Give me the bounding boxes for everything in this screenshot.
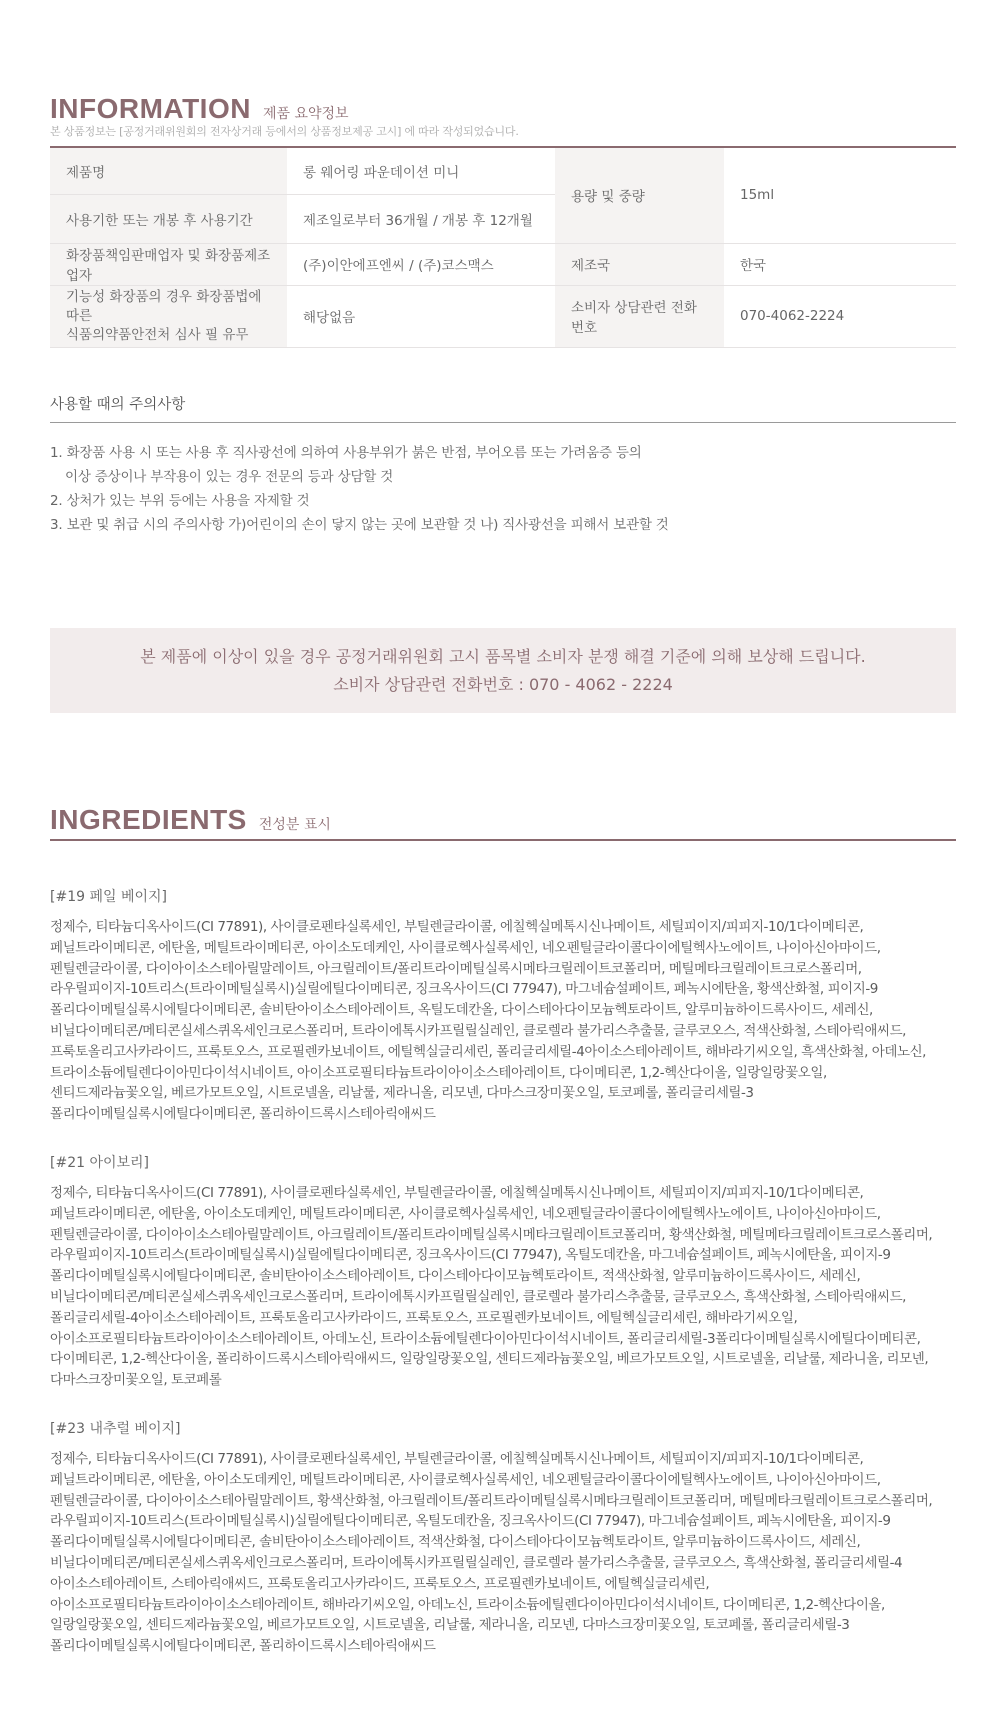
ingredients-divider bbox=[50, 839, 956, 841]
ingredient-line: 정제수, 티타늄디옥사이드(CI 77891), 사이클로펜타실록세인, 부틸렌글라이콜, 에칠헥실메톡시신나메이트, 세틸피이지/피피지-10/1다이메티콘, bbox=[50, 1451, 864, 1467]
shade-block-21 bbox=[50, 1152, 970, 1391]
notice-line2: 소비자 상담관련 전화번호 : 070 - 4062 - 2224 bbox=[333, 674, 673, 694]
information-header bbox=[50, 93, 349, 125]
functional-value: 해당없음 bbox=[287, 285, 555, 347]
expiry-label: 사용기한 또는 개봉 후 사용기간 bbox=[50, 194, 287, 243]
ingredient-line: 트라이소듐에틸렌다이아민다이석시네이트, 아이소프로필티타늄트라이아이소스테아레이트, 다이메티콘, 1,2-헥산다이올, 일랑일랑꽃오일, bbox=[50, 1064, 827, 1081]
information-note: 본 상품정보는 [공정거래위원회의 전자상거래 등에서의 상품정보제공 고시] 에 따라 작성되었습니다. bbox=[50, 125, 519, 138]
ingredient-line: 정제수, 티타늄디옥사이드(CI 77891), 사이클로펜타실록세인, 부틸렌글라이콜, 에칠헥실메톡시신나메이트, 세틸피이지/피피지-10/1다이메티콘, bbox=[50, 1185, 864, 1201]
ingredient-line: 라우릴피이지-10트리스(트라이메틸실록시)실릴에틸다이메티콘, 징크옥사이드(CI 77947), 마그네슘설페이트, 페녹시에탄올, 황색산화철, 피이지-9 bbox=[50, 981, 878, 998]
ingredient-line: 펜틸렌글라이콜, 다이아이소스테아릴말레이트, 황색산화철, 아크릴레이트/폴리트라이메틸실록시메타크릴레이트코폴리머, 메틸메타크릴레이트크로스폴리머, bbox=[50, 1492, 933, 1509]
ingredient-line: 페닐트라이메티콘, 에탄올, 아이소도데케인, 메틸트라이메티콘, 사이클로헥사실록세인, 네오펜틸글라이콜다이에틸헥사노에이트, 나이아신아마이드, bbox=[50, 1205, 881, 1222]
ingredient-line: 페닐트라이메티콘, 에탄올, 메틸트라이메티콘, 아이소도데케인, 사이클로헥사실록세인, 네오펜틸글라이콜다이에틸헥사노에이트, 나이아신아마이드, bbox=[50, 939, 881, 956]
ingredient-line: 다마스크장미꽃오일, 토코페롤 bbox=[50, 1372, 222, 1389]
ingredient-line: 비닐다이메티콘/메티콘실세스퀴옥세인크로스폴리머, 트라이에톡시카프릴릴실레인, 클로렐라 불가리스추출물, 글루코오스, 적색산화철, 스테아릭애씨드, bbox=[50, 1022, 907, 1039]
ingredient-line: 펜틸렌글라이콜, 다이아이소스테아릴말레이트, 아크릴레이트/폴리트라이메틸실록시메타크릴레이트코폴리머, 황색산화철, 메틸메타크릴레이트크로스폴리머, bbox=[50, 1226, 933, 1243]
shade-name: [#21 아이보리] bbox=[50, 1155, 150, 1171]
shade-name: [#19 페일 베이지] bbox=[50, 889, 167, 905]
ingredient-line: 비닐다이메티콘/메티콘실세스퀴옥세인크로스폴리머, 트라이에톡시카프릴릴실레인, 클로렐라 불가리스추출물, 글루코오스, 흑색산화철, 폴리글리세릴-4 bbox=[50, 1554, 903, 1571]
ingredient-list bbox=[50, 1183, 970, 1391]
caution-title: 사용할 때의 주의사항 bbox=[50, 397, 186, 413]
ingredient-line: 아이소프로필티타늄트라이아이소스테아레이트, 아데노신, 트라이소듐에틸렌다이아민다이석시네이트, 폴리글리세릴-3폴리다이메틸실록시에틸다이메티콘, bbox=[50, 1330, 921, 1347]
functional-label-line2: 식품의약품안전처 심사 필 유무 bbox=[66, 326, 249, 343]
product-name-value: 롱 웨어링 파운데이션 미니 bbox=[287, 148, 555, 194]
phone-value: 070-4062-2224 bbox=[724, 285, 956, 347]
ingredient-line: 페닐트라이메티콘, 에탄올, 아이소도데케인, 메틸트라이메티콘, 사이클로헥사실록세인, 네오펜틸글라이콜다이에틸헥사노에이트, 나이아신아마이드, bbox=[50, 1471, 881, 1488]
expiry-value: 제조일로부터 36개월 / 개봉 후 12개월 bbox=[287, 194, 555, 243]
ingredient-line: 다이메티콘, 1,2-헥산다이올, 폴리하이드록시스테아릭애씨드, 일랑일랑꽃오일, 센티드제라늄꽃오일, 베르가모트오일, 시트로넬올, 리날룰, 제라니올, 리모넨, bbox=[50, 1351, 929, 1368]
ingredient-list bbox=[50, 917, 970, 1125]
ingredients-header bbox=[50, 804, 331, 836]
country-label: 제조국 bbox=[555, 243, 724, 285]
ingredient-line: 아이소스테아레이트, 스테아릭애씨드, 프룩토올리고사카라이드, 프룩토오스, 프로필렌카보네이트, 에틸헥실글리세린, bbox=[50, 1575, 710, 1592]
shade-name: [#23 내추럴 베이지] bbox=[50, 1421, 181, 1437]
ingredient-line: 일랑일랑꽃오일, 센티드제라늄꽃오일, 베르가모트오일, 시트로넬올, 리날룰, 제라니올, 리모넨, 다마스크장미꽃오일, 토코페롤, 폴리글리세릴-3 bbox=[50, 1617, 850, 1634]
caution-line: 2. 상처가 있는 부위 등에는 사용을 자제할 것 bbox=[50, 493, 310, 509]
ingredient-list bbox=[50, 1449, 970, 1657]
ingredient-line: 펜틸렌글라이콜, 다이아이소스테아릴말레이트, 아크릴레이트/폴리트라이메틸실록시메타크릴레이트코폴리머, 메틸메타크릴레이트크로스폴리머, bbox=[50, 960, 862, 977]
ingredients-subtitle: 전성분 표시 bbox=[258, 817, 331, 833]
ingredient-line: 폴리다이메틸실록시에틸다이메티콘, 폴리하이드록시스테아릭애씨드 bbox=[50, 1106, 436, 1123]
ingredient-line: 라우릴피이지-10트리스(트라이메틸실록시)실릴에틸다이메티콘, 옥틸도데칸올, 징크옥사이드(CI 77947), 마그네슘설페이트, 페녹시에탄올, 피이지-9 bbox=[50, 1513, 891, 1530]
ingredient-line: 정제수, 티타늄디옥사이드(CI 77891), 사이클로펜타실록세인, 부틸렌글라이콜, 에칠헥실메톡시신나메이트, 세틸피이지/피피지-10/1다이메티콘, bbox=[50, 919, 864, 935]
caution-line: 3. 보관 및 취급 시의 주의사항 가)어린이의 손이 닿지 않는 곳에 보관할 것 나) 직사광선을 피해서 보관할 것 bbox=[50, 517, 669, 533]
caution-list bbox=[50, 441, 669, 537]
ingredient-line: 폴리다이메틸실록시에틸다이메티콘, 솔비탄아이소스테아레이트, 옥틸도데칸올, 다이스테아다이모늄헥토라이트, 알루미늄하이드록사이드, 세레신, bbox=[50, 1002, 873, 1019]
caution-line: 이상 증상이나 부작용이 있는 경우 전문의 등과 상담할 것 bbox=[65, 469, 394, 485]
ingredient-line: 센티드제라늄꽃오일, 베르가모트오일, 시트로넬올, 리날룰, 제라니올, 리모넨, 다마스크장미꽃오일, 토코페롤, 폴리글리세릴-3 bbox=[50, 1085, 754, 1102]
functional-label bbox=[50, 285, 287, 347]
information-subtitle: 제품 요약정보 bbox=[262, 106, 349, 122]
ingredient-line: 폴리다이메틸실록시에틸다이메티콘, 폴리하이드록시스테아릭애씨드 bbox=[50, 1638, 436, 1655]
volume-value: 15ml bbox=[724, 148, 956, 243]
notice-line1: 본 제품에 이상이 있을 경우 공정거래위원회 고시 품목별 소비자 분쟁 해결 기준에 의해 보상해 드립니다. bbox=[140, 646, 866, 666]
table-row bbox=[50, 243, 956, 285]
ingredient-line: 폴리글리세릴-4아이소스테아레이트, 프룩토올리고사카라이드, 프룩토오스, 프로필렌카보네이트, 에틸헥실글리세린, 해바라기씨오일, bbox=[50, 1309, 798, 1326]
phone-label: 소비자 상담관련 전화번호 bbox=[555, 285, 724, 347]
information-title: INFORMATION bbox=[50, 93, 251, 124]
seller-label: 화장품책임판매업자 및 화장품제조업자 bbox=[50, 243, 287, 285]
table-row bbox=[50, 148, 956, 194]
caution-divider bbox=[50, 422, 956, 423]
shade-block-19 bbox=[50, 886, 970, 1125]
ingredient-line: 폴리다이메틸실록시에틸다이메티콘, 솔비탄아이소스테아레이트, 적색산화철, 다이스테아다이모늄헥토라이트, 알루미늄하이드록사이드, 세레신, bbox=[50, 1534, 861, 1551]
caution-line: 1. 화장품 사용 시 또는 사용 후 직사광선에 의하여 사용부위가 붉은 반점, 부어오름 또는 가려움증 등의 bbox=[50, 445, 642, 461]
functional-label-line1: 기능성 화장품의 경우 화장품법에 따른 bbox=[66, 288, 262, 324]
ingredient-line: 아이소프로필티타늄트라이아이소스테아레이트, 해바라기씨오일, 아데노신, 트라이소듐에틸렌다이아민다이석시네이트, 다이메티콘, 1,2-헥산다이올, bbox=[50, 1596, 885, 1613]
ingredient-line: 비닐다이메티콘/메티콘실세스퀴옥세인크로스폴리머, 트라이에톡시카프릴릴실레인, 클로렐라 불가리스추출물, 글루코오스, 흑색산화철, 스테아릭애씨드, bbox=[50, 1288, 907, 1305]
ingredient-line: 폴리다이메틸실록시에틸다이메티콘, 솔비탄아이소스테아레이트, 다이스테아다이모늄헥토라이트, 적색산화철, 알루미늄하이드록사이드, 세레신, bbox=[50, 1268, 861, 1285]
shade-block-23 bbox=[50, 1418, 970, 1657]
product-info-table bbox=[50, 148, 956, 348]
ingredient-line: 라우릴피이지-10트리스(트라이메틸실록시)실릴에틸다이메티콘, 징크옥사이드(CI 77947), 옥틸도데칸올, 마그네슘설페이트, 페녹시에탄올, 피이지-9 bbox=[50, 1247, 891, 1264]
volume-label: 용량 및 중량 bbox=[555, 148, 724, 243]
seller-value: (주)이안에프엔씨 / (주)코스맥스 bbox=[287, 243, 555, 285]
product-name-label: 제품명 bbox=[50, 148, 287, 194]
notice-box bbox=[50, 628, 956, 713]
ingredients-title: INGREDIENTS bbox=[50, 804, 247, 835]
ingredient-line: 프룩토올리고사카라이드, 프룩토오스, 프로필렌카보네이트, 에틸헥실글리세린, 폴리글리세릴-4아이소스테아레이트, 해바라기씨오일, 흑색산화철, 아데노신, bbox=[50, 1043, 927, 1060]
country-value: 한국 bbox=[724, 243, 956, 285]
table-row bbox=[50, 285, 956, 347]
